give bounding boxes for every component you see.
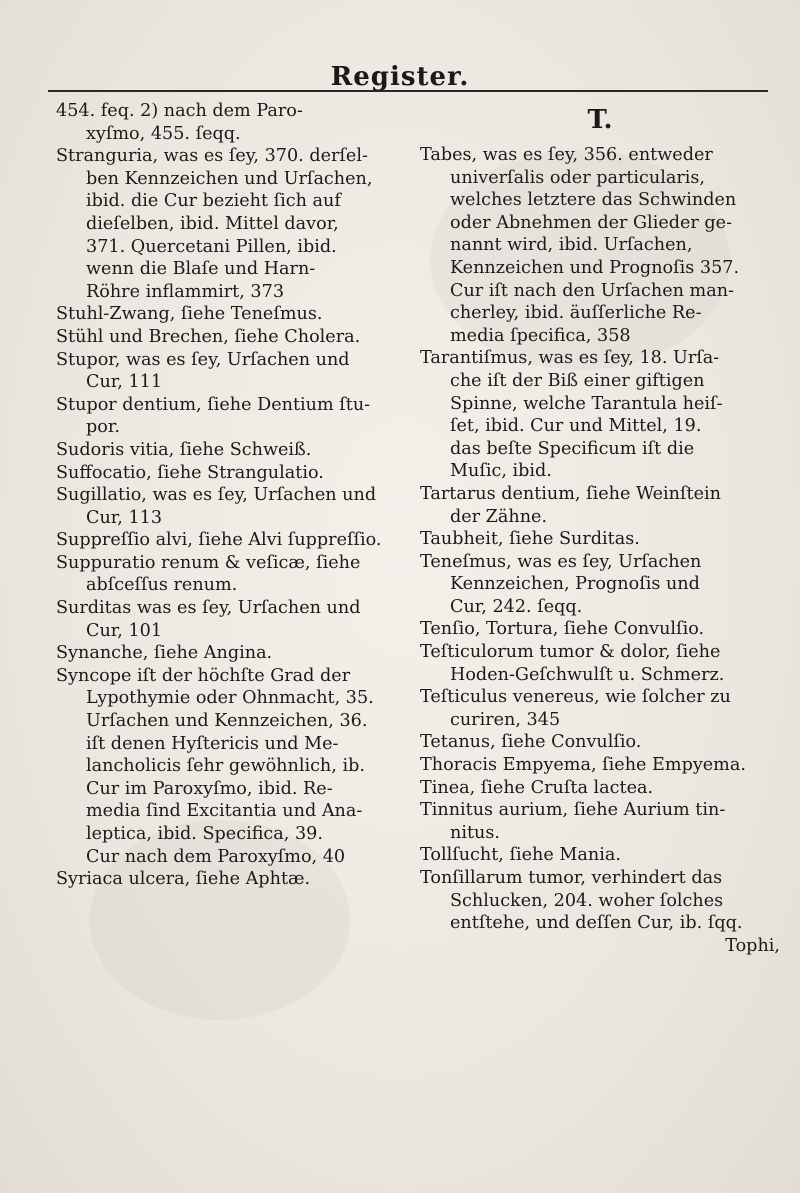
index-entry: Surditas was es ſey, Urſachen und (56, 598, 361, 619)
index-entry: Tinnitus aurium, ſiehe Aurium tin- (420, 800, 726, 821)
index-entry-continuation: media ſind Excitantia und Ana- (86, 801, 363, 822)
index-entry: Thoracis Empyema, ſiehe Empyema. (420, 755, 746, 776)
index-entry-continuation: welches letztere das Schwinden (450, 190, 737, 211)
index-entry-continuation: Cur, 111 (86, 372, 163, 393)
index-entry-continuation: dieſelben, ibid. Mittel davor, (86, 213, 339, 234)
index-entry-continuation: oder Abnehmen der Glieder ge- (450, 212, 733, 233)
running-head: Register. (330, 62, 470, 92)
index-entry: Suffocatio, ſiehe Strangulatio. (56, 462, 324, 483)
index-entry-continuation: Cur im Paroxyſmo, ibid. Re- (86, 778, 333, 799)
index-entry: Stupor dentium, ſiehe Dentium ſtu- (56, 394, 371, 415)
index-entry-continuation: Muſic, ibid. (450, 461, 552, 482)
index-entry: Tonſillarum tumor, verhindert das (420, 868, 723, 888)
index-entry-continuation: Cur, 101 (86, 620, 163, 641)
index-entry-continuation: ben Kennzeichen und Urſachen, (86, 168, 373, 189)
right-column-entries (420, 144, 780, 957)
index-entry-continuation: nitus. (450, 822, 500, 843)
index-entry-continuation: Hoden-Geſchwulſt u. Schmerz. (450, 664, 725, 685)
index-entry-continuation: Cur, 242. ſeqq. (450, 596, 583, 617)
index-entry-continuation: che iſt der Biß einer giftigen (450, 370, 705, 391)
index-entry-continuation: ſet, ibid. Cur und Mittel, 19. (450, 416, 702, 437)
index-entry-continuation: ibid. die Cur bezieht ſich auf (86, 191, 341, 212)
index-entry: Stupor, was es ſey, Urſachen und (56, 349, 350, 370)
index-entry-continuation: cherley, ibid. äuſſerliche Re- (450, 303, 702, 324)
index-entry: Tophi, (725, 935, 780, 956)
index-entry-continuation: Cur iſt nach den Urſachen man- (450, 280, 734, 301)
index-entry: Syncope iſt der höchſte Grad der (56, 665, 351, 686)
index-entry: Tetanus, ſiehe Convulſio. (420, 732, 642, 753)
index-entry-continuation: wenn die Blaſe und Harn- (86, 259, 316, 280)
right-column (420, 100, 780, 957)
left-column (56, 100, 404, 891)
index-entry: Teneſmus, was es ſey, Urſachen (420, 551, 702, 572)
index-entry-continuation: por. (86, 417, 120, 438)
index-entry-continuation: Spinne, welche Tarantula heiſ- (450, 393, 723, 414)
index-entry-continuation: Röhre inflammirt, 373 (86, 281, 285, 302)
index-entry-continuation: Cur, 113 (86, 507, 163, 528)
index-entry: Stühl und Brechen, ſiehe Cholera. (56, 326, 361, 347)
index-entry-continuation: xyſmo, 455. ſeqq. (86, 123, 241, 144)
index-entry: Synanche, ſiehe Angina. (56, 643, 273, 664)
index-entry-continuation: 371. Quercetani Pillen, ibid. (86, 236, 337, 257)
index-entry-continuation: curiren, 345 (450, 709, 561, 730)
index-entry: Sudoris vitia, ſiehe Schweiß. (56, 439, 312, 460)
index-entry-continuation: Kennzeichen, Prognoſis und (450, 574, 700, 595)
index-entry: 454. feq. 2) nach dem Paro- (56, 101, 303, 121)
index-entry-continuation: das beſte Specificum iſt die (450, 438, 695, 459)
index-entry-continuation: entſtehe, und deſſen Cur, ib. ſqq. (450, 913, 743, 934)
index-entry-continuation: media ſpecifica, 358 (450, 325, 631, 346)
section-letter: T. (587, 105, 613, 135)
index-entry-continuation: univerſalis oder particularis, (450, 167, 706, 188)
index-entry: Tarantiſmus, was es ſey, 18. Urſa- (420, 348, 720, 369)
index-entry: Syriaca ulcera, ſiehe Aphtæ. (56, 869, 311, 890)
index-entry-continuation: lancholicis ſehr gewöhnlich, ib. (86, 756, 365, 777)
index-entry-continuation: abſceſſus renum. (86, 575, 238, 596)
index-entry: Taubheit, ſiehe Surditas. (420, 529, 640, 550)
index-entry: Stuhl-Zwang, ſiehe Teneſmus. (56, 304, 323, 325)
index-entry: Sugillatio, was es ſey, Urſachen und (56, 485, 377, 506)
index-entry: Stranguria, was es ſey, 370. derſel- (56, 146, 368, 167)
index-entry: Tinea, ſiehe Cruſta lactea. (420, 777, 654, 798)
index-entry-continuation: leptica, ibid. Specifica, 39. (86, 824, 323, 844)
index-entry: Tenſio, Tortura, ſiehe Convulſio. (420, 619, 705, 640)
index-entry-continuation: der Zähne. (450, 506, 548, 527)
index-entry: Tartarus dentium, ſiehe Weinſtein (420, 483, 721, 504)
header-rule (48, 90, 768, 92)
index-entry-continuation: iſt denen Hyſtericis und Me- (86, 733, 339, 754)
index-entry-continuation: Kennzeichen und Prognoſis 357. (450, 257, 740, 278)
index-entry: Teſticulus venereus, wie ſolcher zu (420, 687, 731, 708)
index-entry: Suppuratio renum & veſicæ, ſiehe (56, 552, 361, 573)
index-entry: Suppreſſio alvi, ſiehe Alvi ſuppreſſio. (56, 530, 382, 551)
index-entry-continuation: Schlucken, 204. woher ſolches (450, 890, 724, 911)
index-entry-continuation: Cur nach dem Paroxyſmo, 40 (86, 846, 346, 867)
index-entry: Tabes, was es ſey, 356. entweder (420, 145, 713, 165)
index-entry: Tollſucht, ſiehe Mania. (420, 845, 621, 866)
index-entry-continuation: Urſachen und Kennzeichen, 36. (86, 711, 368, 732)
index-entry: Teſticulorum tumor & dolor, ſiehe (420, 642, 721, 663)
index-entry-continuation: nannt wird, ibid. Urſachen, (450, 235, 693, 256)
index-entry-continuation: Lypothymie oder Ohnmacht, 35. (86, 688, 374, 709)
